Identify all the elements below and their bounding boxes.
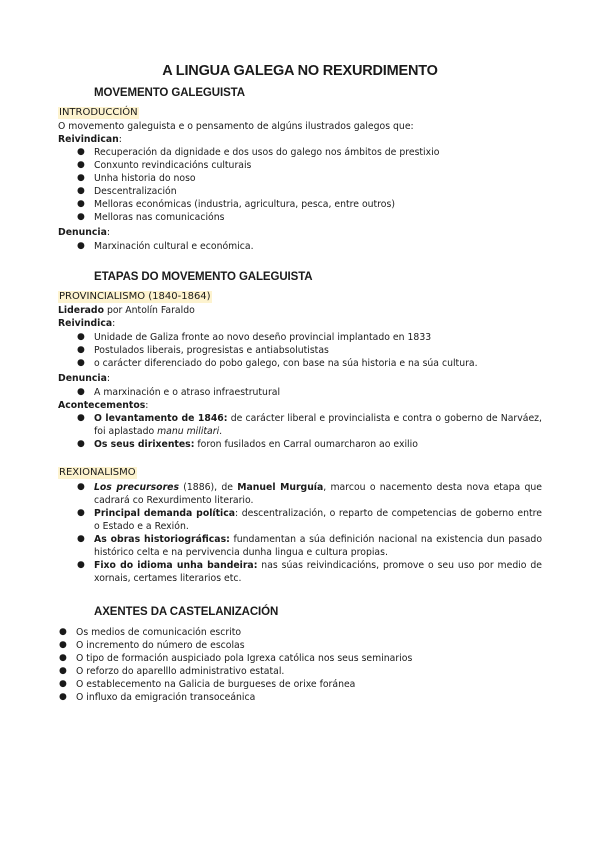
bullet-icon: ●: [77, 160, 85, 170]
reivindican-label: [58, 133, 122, 146]
colon: :: [106, 227, 110, 238]
bullet-icon: ●: [59, 653, 67, 663]
list-item-text: Recuperación da dignidade e dos usos do galego nos ámbitos de prestixio: [94, 147, 440, 158]
rexionalismo-list: [77, 481, 543, 585]
denuncia-label-text: Denuncia: [58, 227, 107, 238]
item-bold: Manuel Murguía: [237, 482, 324, 493]
list-item: [77, 386, 281, 399]
list-item-text: Postulados liberais, progresistas e antiabsolutistas: [94, 345, 329, 356]
bullet-icon: ●: [59, 627, 67, 637]
bullet-icon: ●: [77, 199, 85, 209]
item-text: (1886), de: [179, 482, 238, 493]
item-text: fundamentan a súa definición nacional na existencia dun pasado histórico celta e na pervivencia dunha lingua e cultura propias.: [94, 534, 543, 558]
item-bold-italic: Los precursores: [94, 482, 179, 493]
list-item: [59, 691, 412, 704]
list-item: [77, 344, 478, 357]
bullet-icon: ●: [59, 640, 67, 650]
list-item: [77, 240, 254, 253]
reivindica-label: [58, 317, 115, 330]
bullet-icon: ●: [59, 692, 67, 702]
reivindican-label-text: Reivindican: [58, 134, 119, 145]
list-item: [77, 533, 543, 559]
liderado-label: Liderado: [58, 305, 104, 316]
section-label-provincialismo: PROVINCIALISMO (1840-1864): [59, 291, 211, 302]
bullet-icon: ●: [77, 560, 85, 570]
bullet-icon: ●: [59, 679, 67, 689]
item-end: .: [219, 426, 223, 437]
item-bold: Os seus dirixentes:: [94, 439, 195, 450]
bullet-icon: ●: [77, 534, 85, 544]
denuncia2-label: [58, 372, 110, 385]
item-text: de carácter liberal e provincialista e contra o goberno de Narváez, foi aplastado: [94, 413, 542, 437]
list-item-text: O influxo da emigración transoceánica: [76, 692, 256, 703]
list-item-text: Melloras económicas (industria, agricultura, pesca, entre outros): [94, 199, 395, 210]
item-text: , marcou o nacemento desta nova etapa que cadrará co Rexurdimento literario.: [94, 482, 543, 506]
bullet-icon: ●: [77, 482, 85, 492]
bullet-icon: ●: [77, 147, 85, 157]
list-item: [77, 331, 478, 344]
acontecementos-list: [77, 412, 542, 451]
list-item: [77, 211, 439, 224]
section-label-introduccion: INTRODUCCIÓN: [59, 107, 138, 118]
list-item-text: O reforzo do aparelllo administrativo estatal.: [76, 666, 285, 677]
item-text: nas súas reivindicacións, promove o seu uso por medio de xornais, certames literarios etc.: [94, 560, 542, 584]
list-item: [77, 507, 543, 533]
bullet-icon: ●: [77, 358, 85, 368]
reivindica-label-text: Reivindica: [58, 318, 113, 329]
list-item: [77, 357, 478, 370]
list-item-text: Melloras nas comunicacións: [94, 212, 225, 223]
colon: :: [145, 400, 149, 411]
reivindican-list: [77, 146, 440, 224]
colon: :: [118, 134, 122, 145]
acontecementos-label-text: Acontecementos: [58, 400, 146, 411]
bullet-icon: ●: [77, 332, 85, 342]
list-item-text: Unha historia do noso: [94, 173, 196, 184]
liderado-line: [58, 304, 195, 317]
list-item: [77, 146, 440, 159]
list-item: [77, 412, 542, 438]
heading-axentes: AXENTES DA CASTELANIZACIÓN: [94, 606, 279, 618]
list-item-text: O tipo de formación auspiciado pola Igrexa católica nos seus seminarios: [76, 653, 413, 664]
list-item-text: Conxunto revindicacións culturais: [94, 160, 252, 171]
list-item: [77, 481, 543, 507]
list-item: [59, 665, 412, 678]
bullet-icon: ●: [77, 387, 85, 397]
axentes-list: [59, 626, 413, 704]
list-item: [77, 185, 439, 198]
list-item: [77, 159, 439, 172]
list-item: [59, 652, 413, 665]
heading-etapas: ETAPAS DO MOVEMENTO GALEGUISTA: [94, 271, 313, 283]
colon: :: [106, 373, 110, 384]
bullet-icon: ●: [77, 439, 85, 449]
list-item: [77, 438, 542, 451]
bullet-icon: ●: [77, 173, 85, 183]
reivindica-list: [77, 331, 478, 370]
bullet-icon: ●: [77, 413, 85, 423]
list-item: [59, 639, 412, 652]
list-item: [77, 559, 542, 585]
list-item-text: Descentralización: [94, 186, 177, 197]
item-text: : descentralización, o reparto de competencias de goberno entre o Estado e a Rexión.: [94, 508, 543, 532]
bullet-icon: ●: [77, 508, 85, 518]
denuncia2-list: [77, 386, 281, 399]
bullet-icon: ●: [59, 666, 67, 676]
bullet-icon: ●: [77, 345, 85, 355]
list-item-text: O incremento do número de escolas: [76, 640, 245, 651]
bullet-icon: ●: [77, 212, 85, 222]
denuncia-label: [58, 226, 110, 239]
item-bold: Fixo do idioma unha bandeira:: [94, 560, 258, 571]
item-italic: manu militari: [157, 426, 220, 437]
denuncia2-label-text: Denuncia: [58, 373, 107, 384]
list-item: [59, 678, 412, 691]
liderado-text: por Antolín Faraldo: [103, 305, 195, 316]
list-item-text: o carácter diferenciado do pobo galego, con base na súa historia e na súa cultura.: [94, 358, 478, 369]
list-item-text: Marxinación cultural e económica.: [94, 241, 254, 252]
acontecementos-label: [58, 399, 148, 412]
document-title: A LINGUA GALEGA NO REXURDIMENTO: [162, 63, 438, 79]
bullet-icon: ●: [77, 186, 85, 196]
item-bold: O levantamento de 1846:: [94, 413, 228, 424]
list-item: [77, 172, 439, 185]
item-bold: As obras historiográficas:: [94, 534, 230, 545]
colon: :: [112, 318, 116, 329]
list-item: [59, 626, 412, 639]
list-item-text: A marxinación e o atraso infraestrutural: [94, 387, 281, 398]
list-item-text: O establecemento na Galicia de burgueses de orixe foránea: [76, 679, 356, 690]
denuncia-list: [77, 240, 254, 253]
list-item-text: Unidade de Galiza fronte ao novo deseño provincial implantado en 1833: [94, 332, 432, 343]
list-item: [77, 198, 439, 211]
list-item-text: Os medios de comunicación escrito: [76, 627, 242, 638]
section-label-rexionalismo: REXIONALISMO: [59, 467, 136, 478]
bullet-icon: ●: [77, 241, 85, 251]
heading-movemento-galeguista: MOVEMENTO GALEGUISTA: [94, 87, 245, 99]
item-bold: Principal demanda política: [94, 508, 236, 519]
intro-text: O movemento galeguista e o pensamento de algúns ilustrados galegos que:: [58, 121, 414, 132]
item-text: foron fusilados en Carral oumarcharon ao exilio: [194, 439, 418, 450]
